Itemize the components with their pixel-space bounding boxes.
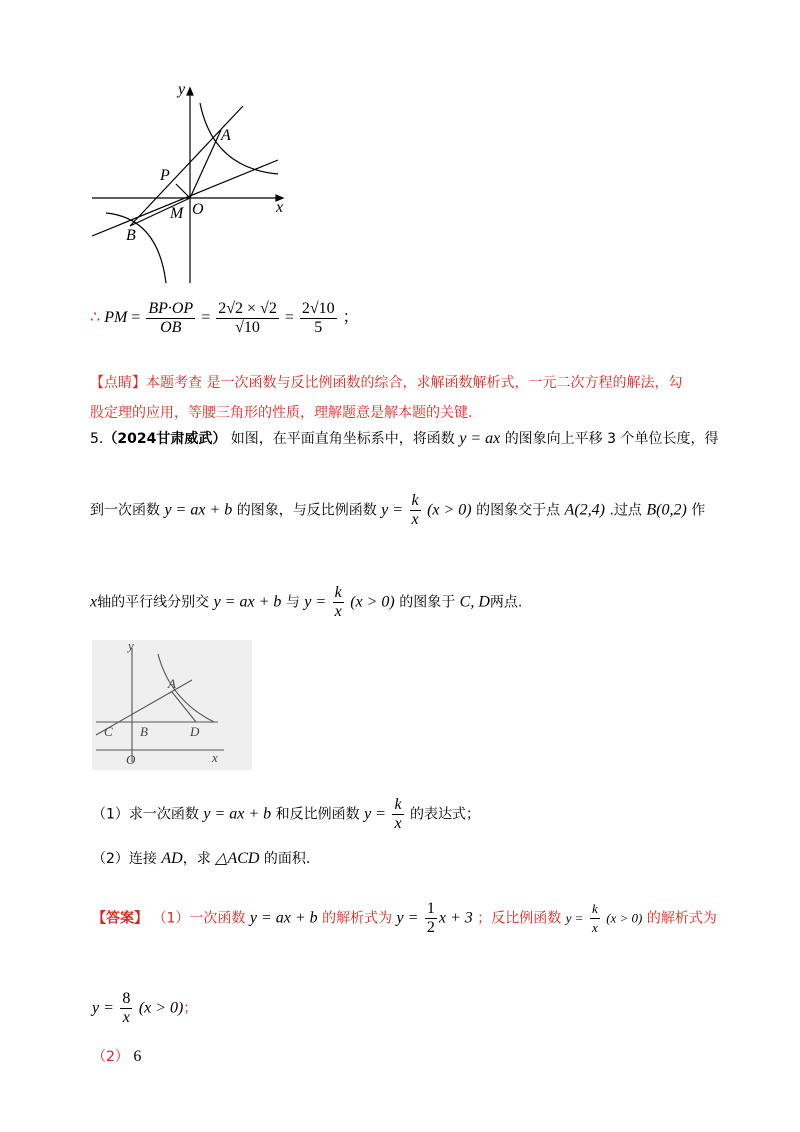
pm-lhs: PM [104,309,128,327]
pm-formula: ∴ PM = $\frac{BP\cdot OP}{OB}$ = $\frac{2√2 \times √2}{√10}$ = $\frac{2√10}{5}$ ； [90,300,359,336]
label-m: M [170,205,184,222]
label-b: B [126,227,136,244]
figure-1-graph [88,78,298,288]
question-2: （2）连接 AD，求 △ACD 的面积. [92,850,311,867]
point-b: B(0,2) [646,501,687,519]
label-o: O [126,752,136,767]
label-x: x [276,199,284,216]
label-x: x [212,750,218,765]
line-ab [130,106,243,226]
problem-source: （2024甘肃威武） [103,431,227,447]
therefore-symbol: ∴ [90,309,101,327]
label-b: B [140,724,148,739]
label-y: y [128,640,134,653]
frac-bp-op: $\frac{BP\cdot OP}{OB}$ [148,300,194,336]
label-c: C [104,724,113,739]
label-a: A [221,127,231,144]
dianjing-line-2: 股定理的应用，等腰三角形的性质，理解题意是解本题的关键. [90,405,473,421]
question-1: （1）求一次函数 y = ax + b 和反比例函数 y = $\frac{k}{x}$ 的表达式； [92,796,480,832]
answer-line-1: 【答案】 （1）一次函数 y = ax + b 的解析式为 y = $\frac{1}{2}$ x + 3 ；反比例函数 y = $\frac{k}{x}$ (x > 0) 的解析式为 [92,900,717,936]
label-y: y [178,81,186,98]
problem-line-2: 到一次函数 y = ax + b 的图象，与反比例函数 y = $\frac{k}{x}$ (x > 0) 的图象交于点 A(2,4) .过点 B(0,2) 作 [90,492,706,528]
label-o: O [192,201,204,218]
answer-tag: 【答案】 [92,910,148,927]
problem-line-1: 5.（2024甘肃威武） 如图，在平面直角坐标系中，将函数 y = ax 的图象向上平移 3 个单位长度，得 [90,430,719,447]
figure-2-graph [92,640,252,770]
point-a: A(2,4) [564,501,605,519]
answer-line-2: y = $\frac{8}{x}$ (x > 0)； [92,990,198,1026]
answer-line-3: （2） 6 [92,1048,142,1065]
frac-values: $\frac{2√2 \times √2}{√10}$ [218,300,277,336]
label-p: P [160,167,170,184]
segment-oa [190,130,221,198]
segment-pm [176,184,190,198]
frac-k-over-x: $\frac{k}{x}$ [411,492,419,528]
dianjing-line-1: 【点睛】本题考查 是一次函数与反比例函数的综合，求解函数解析式，一元二次方程的解法，勾 [90,375,683,391]
label-d: D [190,724,200,739]
label-a: A [168,676,176,691]
frac-result: $\frac{2√10}{5}$ [301,300,335,336]
problem-line-3: x轴的平行线分别交 y = ax + b 与 y = $\frac{k}{x}$ (x > 0) 的图象于 C, D两点. [90,584,523,620]
y-axis-arrow [187,88,193,95]
